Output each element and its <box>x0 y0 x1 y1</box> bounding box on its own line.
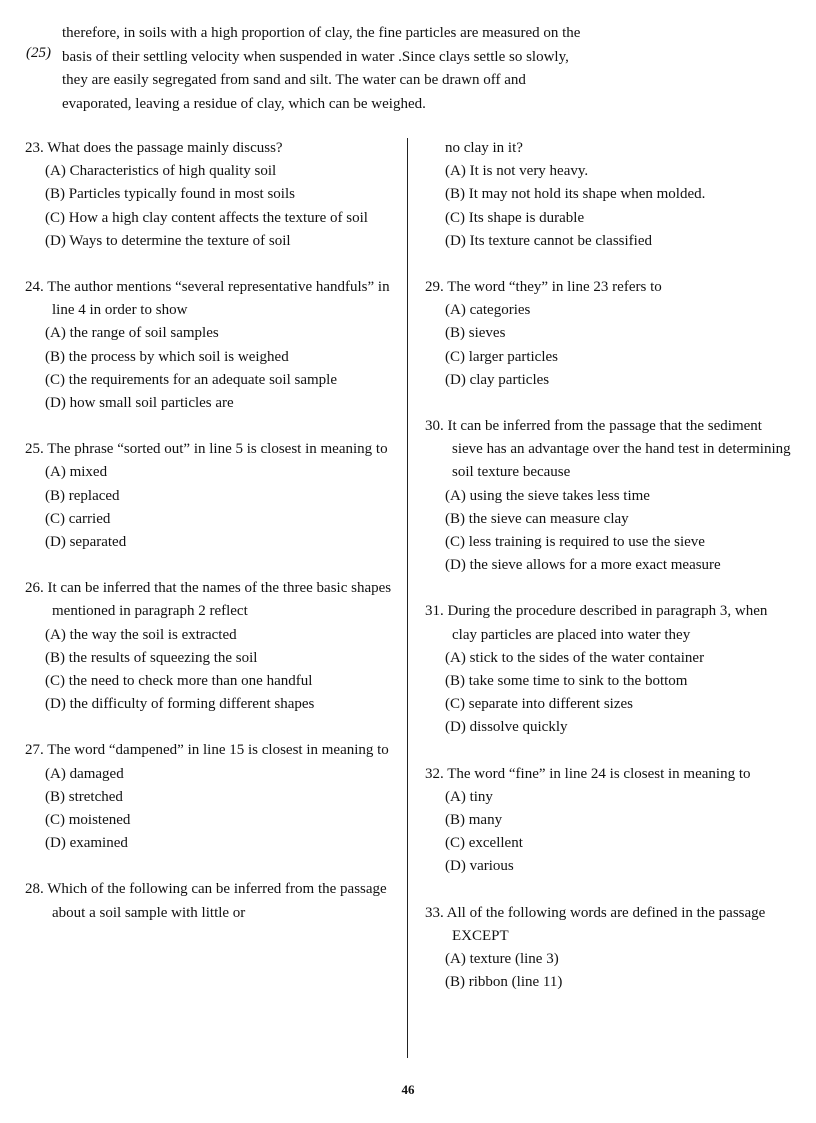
passage-line: basis of their settling velocity when suspended in water .Since clays settle so slowly, <box>62 48 569 65</box>
answer-option: (B) stretched <box>45 788 123 805</box>
answer-option: (B) sieves <box>445 325 506 342</box>
right-column <box>425 137 795 1018</box>
answer-option: (B) Particles typically found in most soils <box>45 186 295 203</box>
question-30 <box>425 415 795 577</box>
answer-option: (D) various <box>445 858 514 875</box>
question-23 <box>25 137 395 253</box>
question-stem: 29. The word “they” in line 23 refers to <box>425 279 662 296</box>
answer-option: (D) examined <box>45 835 128 852</box>
question-stem: 33. All of the following words are defined in the passage EXCEPT <box>425 904 766 944</box>
answer-option: (A) using the sieve takes less time <box>445 487 650 504</box>
answer-option: (D) how small soil particles are <box>45 395 234 412</box>
answer-option: (A) categories <box>445 302 531 319</box>
answer-option: (A) tiny <box>445 788 493 805</box>
answer-option: (C) carried <box>45 510 111 527</box>
answer-option: (C) the requirements for an adequate soil sample <box>45 371 337 388</box>
answer-option: (D) Its texture cannot be classified <box>445 232 653 249</box>
line-number-marker: (25) <box>26 45 51 61</box>
question-stem: 28. Which of the following can be inferred from the passage about a soil sample with little or <box>25 881 387 921</box>
answer-option: (B) the results of squeezing the soil <box>45 649 258 666</box>
question-33 <box>425 902 795 995</box>
question-stem-continued: no clay in it? <box>445 140 523 156</box>
answer-option: (C) Its shape is durable <box>445 209 585 226</box>
answer-option: (B) the process by which soil is weighed <box>45 348 289 365</box>
answer-option: (A) the way the soil is extracted <box>45 626 237 643</box>
question-28 <box>25 878 395 924</box>
question-25 <box>25 438 395 554</box>
question-stem: 32. The word “fine” in line 24 is closest in meaning to <box>425 765 751 782</box>
question-stem: 25. The phrase “sorted out” in line 5 is closest in meaning to <box>25 441 388 458</box>
question-stem: 30. It can be inferred from the passage that the sediment sieve has an advantage over the hand test in determining soil texture because <box>425 418 791 481</box>
answer-option: (B) replaced <box>45 487 120 504</box>
answer-option: (C) less training is required to use the sieve <box>445 534 705 551</box>
question-stem: 24. The author mentions “several representative handfuls” in line 4 in order to show <box>25 279 390 319</box>
answer-option: (B) It may not hold its shape when molded. <box>445 186 706 203</box>
question-stem: 27. The word “dampened” in line 15 is closest in meaning to <box>25 742 389 759</box>
answer-option: (D) dissolve quickly <box>445 719 568 736</box>
answer-option: (B) many <box>445 812 503 829</box>
question-29 <box>425 276 795 392</box>
question-27 <box>25 739 395 855</box>
answer-option: (A) It is not very heavy. <box>445 163 589 180</box>
passage-excerpt <box>62 22 752 116</box>
answer-option: (B) take some time to sink to the bottom <box>445 673 688 690</box>
answer-option: (C) the need to check more than one handful <box>45 673 313 690</box>
left-column <box>25 137 395 948</box>
answer-option: (A) damaged <box>45 765 124 782</box>
passage-line: therefore, in soils with a high proportion of clay, the fine particles are measured on the <box>62 25 581 41</box>
answer-option: (A) the range of soil samples <box>45 325 219 342</box>
answer-option: (C) larger particles <box>445 348 559 365</box>
question-24 <box>25 276 395 415</box>
answer-option: (D) the sieve allows for a more exact measure <box>445 557 721 574</box>
question-32 <box>425 763 795 879</box>
answer-option: (B) ribbon (line 11) <box>445 974 563 991</box>
answer-option: (A) Characteristics of high quality soil <box>45 163 277 180</box>
answer-option: (A) stick to the sides of the water container <box>445 649 705 666</box>
question-stem: 31. During the procedure described in paragraph 3, when clay particles are placed into water they <box>425 603 768 643</box>
passage-line: they are easily segregated from sand and silt. The water can be drawn off and <box>62 72 526 88</box>
answer-option: (B) the sieve can measure clay <box>445 510 629 527</box>
answer-option: (D) clay particles <box>445 371 550 388</box>
answer-option: (C) excellent <box>445 835 523 852</box>
answer-option: (C) moistened <box>45 812 131 829</box>
answer-option: (D) Ways to determine the texture of soil <box>45 232 291 249</box>
answer-option: (A) mixed <box>45 464 108 481</box>
answer-option: (D) the difficulty of forming different shapes <box>45 696 315 713</box>
passage-line: evaporated, leaving a residue of clay, which can be weighed. <box>62 95 426 112</box>
answer-option: (C) How a high clay content affects the texture of soil <box>45 209 368 226</box>
question-stem: 23. What does the passage mainly discuss? <box>25 140 283 156</box>
page-number: 46 <box>401 1082 415 1097</box>
question-31 <box>425 600 795 739</box>
column-divider <box>407 138 408 1058</box>
answer-option: (C) separate into different sizes <box>445 696 633 713</box>
question-28-continued <box>425 137 795 253</box>
answer-option: (D) separated <box>45 534 127 551</box>
answer-option: (A) texture (line 3) <box>445 951 559 968</box>
question-26 <box>25 577 395 716</box>
question-stem: 26. It can be inferred that the names of the three basic shapes mentioned in paragraph 2 reflect <box>25 580 392 620</box>
